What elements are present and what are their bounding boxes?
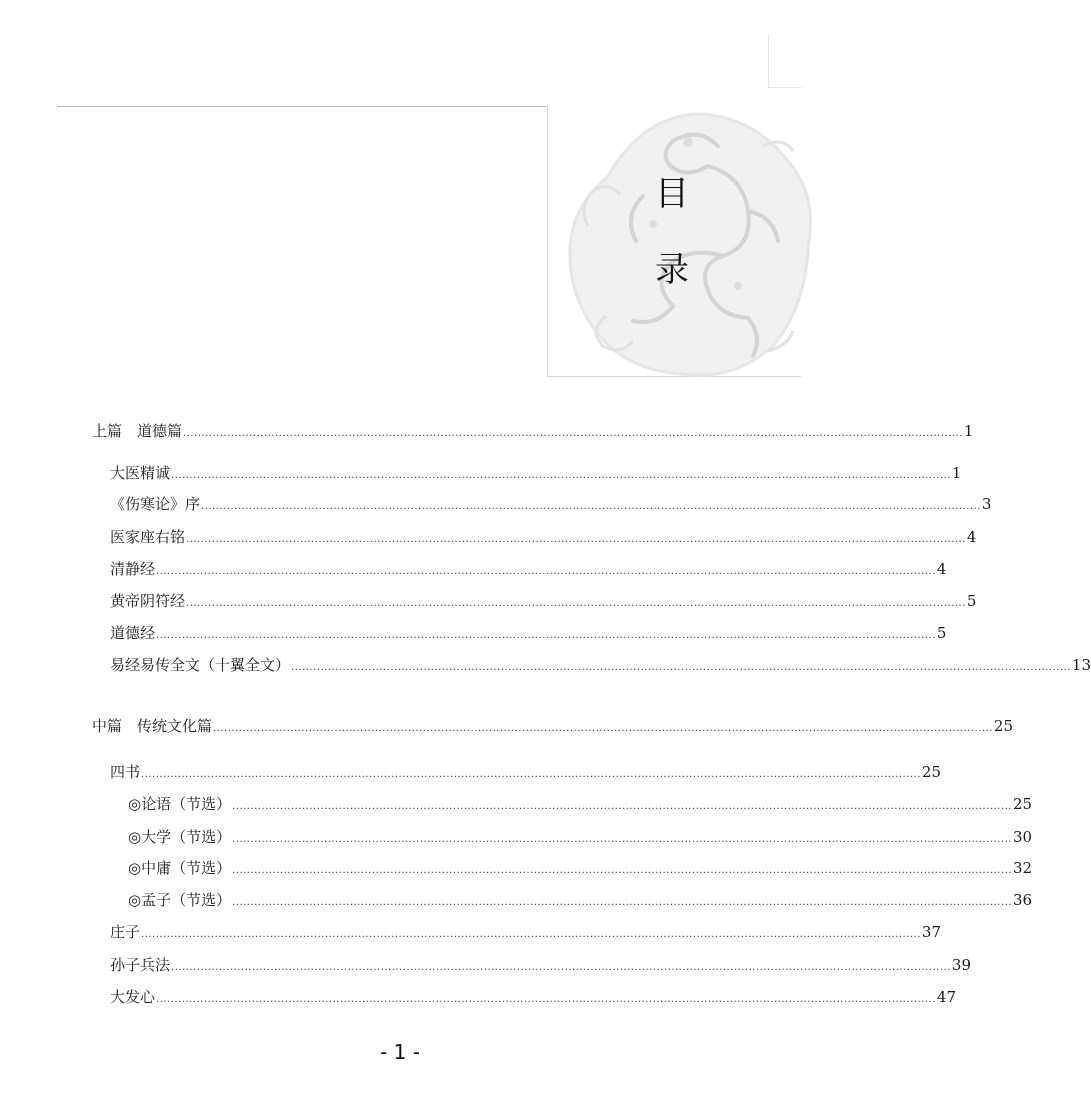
toc-item-daodejing[interactable] (110, 622, 947, 644)
toc-section-chuantong-wenhua[interactable] (92, 715, 1013, 737)
item-page: 25 (1012, 795, 1033, 813)
item-label: 孙子兵法 (110, 956, 171, 974)
toc-item-yijia-zuoyouming[interactable] (110, 526, 977, 548)
item-page: 5 (966, 592, 977, 610)
item-label: 四书 (110, 763, 141, 781)
toc-item-huangdi-yinfujing[interactable] (110, 590, 977, 612)
toc-item-zhongyong[interactable] (128, 857, 1033, 879)
item-page: 4 (966, 528, 977, 546)
item-label: 黄帝阴符经 (110, 592, 186, 610)
item-page: 25 (921, 763, 941, 781)
toc-item-dayi-jingcheng[interactable] (110, 462, 962, 484)
toc-item-mengzi[interactable] (128, 889, 1033, 911)
leader-dots: .................................................................................................................................................................................................................... (156, 566, 936, 577)
item-label: 大发心 (110, 988, 156, 1006)
toc-item-sunzi-bingfa[interactable] (110, 954, 971, 976)
leader-dots: .................................................................................................................................................................................................................... (232, 897, 1012, 908)
item-page: 37 (921, 923, 941, 941)
item-label: 庄子 (110, 923, 141, 941)
item-label: 医家座右铭 (110, 528, 186, 546)
title-char-lu: 录 (655, 250, 689, 290)
leader-dots: .................................................................................................................................................................................................................... (291, 662, 1071, 673)
footer-page-number: - 1 - (380, 1040, 420, 1064)
item-page: 3 (981, 495, 992, 513)
section-title: 上篇 道德篇 (92, 422, 183, 440)
title-char-mu: 目 (655, 174, 689, 214)
item-label: ◎大学（节选） (128, 828, 232, 846)
item-page: 1 (951, 464, 962, 482)
item-label: 道德经 (110, 624, 156, 642)
item-label: ◎论语（节选） (128, 795, 232, 813)
toc-item-zhuangzi[interactable] (110, 921, 941, 943)
item-label: 清静经 (110, 560, 156, 578)
item-label: 《伤寒论》序 (110, 495, 201, 513)
item-label: 大医精诚 (110, 464, 171, 482)
leader-dots: .................................................................................................................................................................................................................... (186, 534, 966, 545)
item-page: 32 (1012, 859, 1033, 877)
item-page: 4 (936, 560, 947, 578)
item-page: 36 (1012, 891, 1033, 909)
toc-section-daode[interactable] (92, 420, 974, 442)
section-page: 1 (963, 422, 974, 440)
toc-item-dafaxin[interactable] (110, 986, 956, 1008)
leader-dots: .................................................................................................................................................................................................................... (156, 630, 936, 641)
leader-dots: .................................................................................................................................................................................................................... (213, 723, 993, 734)
toc-item-yijing-yizhuan[interactable] (110, 654, 1091, 676)
leader-dots: .................................................................................................................................................................................................................... (201, 501, 981, 512)
item-label: ◎孟子（节选） (128, 891, 232, 909)
toc-item-qingjingjing[interactable] (110, 558, 947, 580)
leader-dots: .................................................................................................................................................................................................................... (186, 598, 966, 609)
item-page: 13 (1071, 656, 1091, 674)
item-page: 5 (936, 624, 947, 642)
item-label: 易经易传全文（十翼全文） (110, 656, 291, 674)
section-page: 25 (993, 717, 1013, 735)
item-label: ◎中庸（节选） (128, 859, 232, 877)
leader-dots: .................................................................................................................................................................................................................... (156, 994, 936, 1005)
leader-dots: .................................................................................................................................................................................................................... (141, 769, 921, 780)
leader-dots: .................................................................................................................................................................................................................... (171, 470, 951, 481)
toc-item-daxue[interactable] (128, 826, 1033, 848)
item-page: 39 (951, 956, 971, 974)
leader-dots: .................................................................................................................................................................................................................... (183, 428, 963, 439)
item-page: 47 (936, 988, 956, 1006)
leader-dots: .................................................................................................................................................................................................................... (141, 929, 921, 940)
section-title: 中篇 传统文化篇 (92, 717, 213, 735)
toc-item-lunyu[interactable] (128, 793, 1033, 815)
leader-dots: .................................................................................................................................................................................................................... (232, 865, 1012, 876)
leader-dots: .................................................................................................................................................................................................................... (232, 834, 1012, 845)
toc-item-sishu[interactable] (110, 761, 941, 783)
leader-dots: .................................................................................................................................................................................................................... (171, 962, 951, 973)
leader-dots: .................................................................................................................................................................................................................... (232, 801, 1012, 812)
toc-item-shanghanlun-xu[interactable] (110, 493, 992, 515)
item-page: 30 (1012, 828, 1033, 846)
